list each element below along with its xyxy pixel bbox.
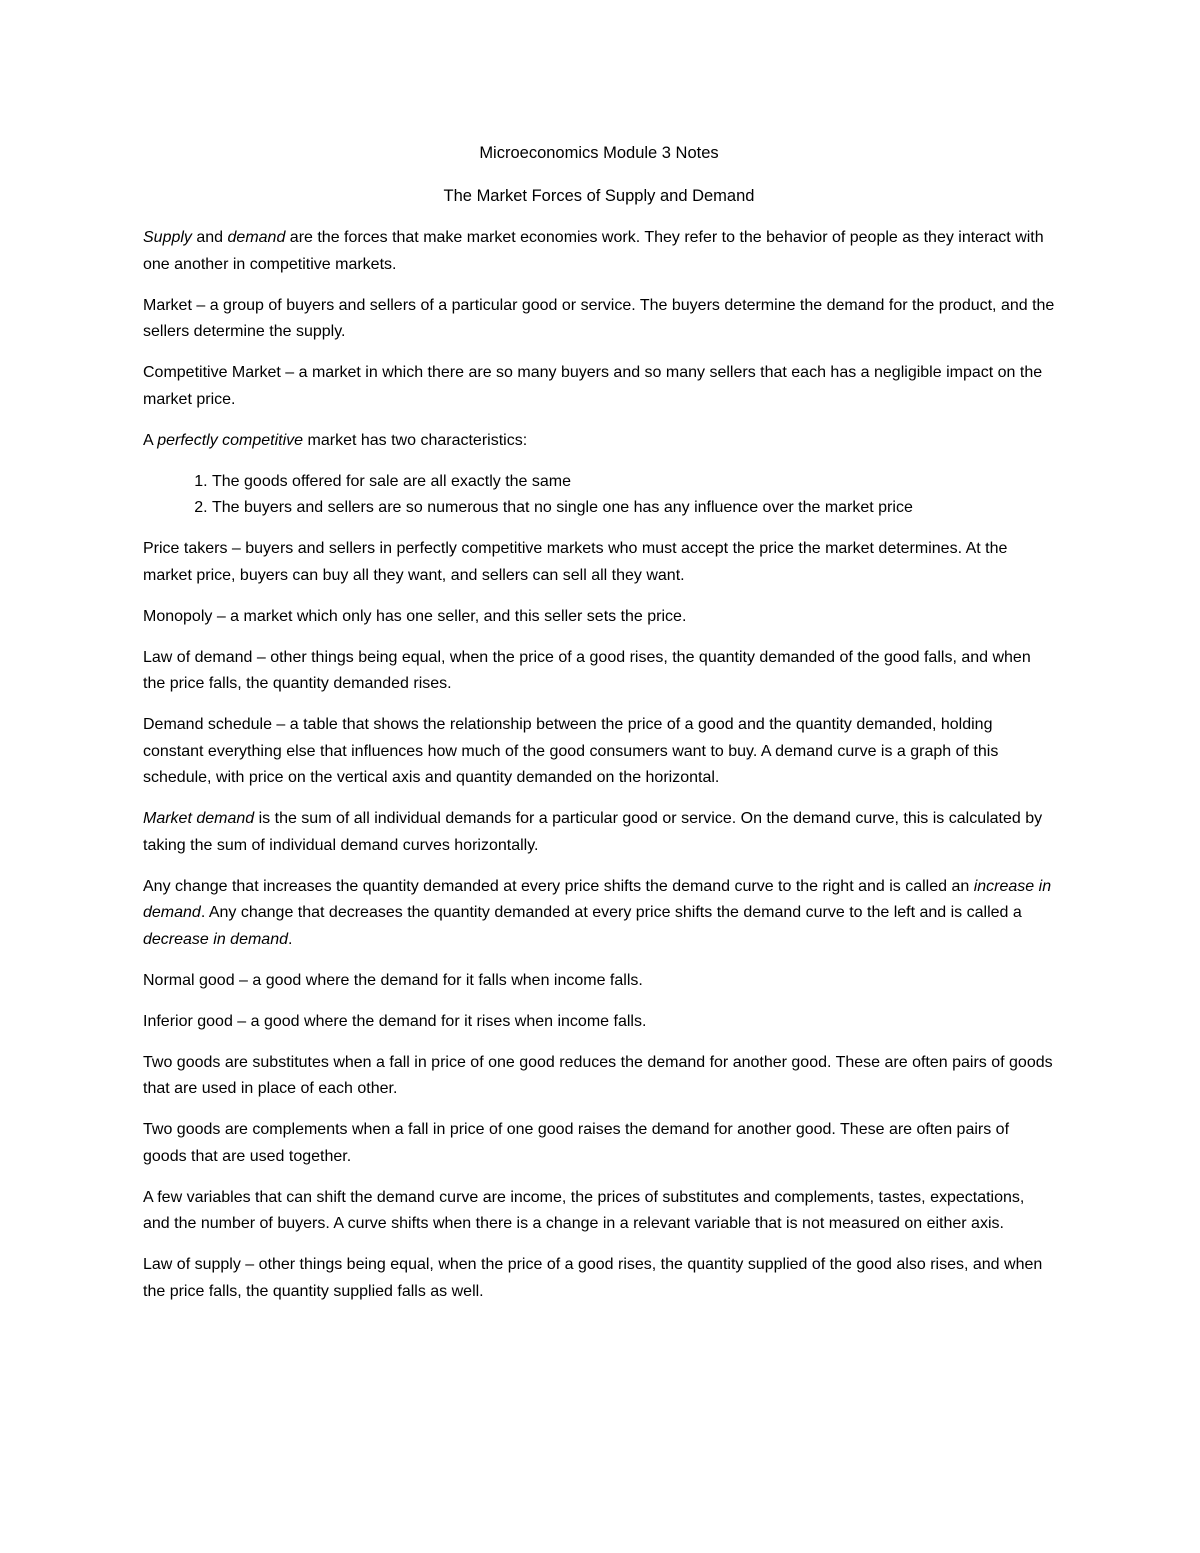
normal-good-definition: Normal good – a good where the demand for it falls when income falls. [143, 971, 643, 989]
price-takers-definition: Price takers – buyers and sellers in perfectly competitive markets who must accept the price the market determines. At the market price, buyers can buy all they want, and sellers can sell all they want. [143, 540, 1008, 584]
document-title: Microeconomics Module 3 Notes [479, 144, 719, 162]
term-decrease-in-demand: decrease in demand [143, 930, 288, 948]
market-demand-paragraph [143, 806, 1055, 859]
shift-part-1: Any change that increases the quantity demanded at every price shifts the demand curve to the right and is called an [143, 877, 974, 895]
substitutes-paragraph: Two goods are substitutes when a fall in price of one good reduces the demand for another good. These are often pairs of goods that are used in place of each other. [143, 1053, 1053, 1097]
term-market-demand: Market demand [143, 810, 255, 827]
characteristics-list [143, 469, 1055, 522]
law-of-demand-definition: Law of demand – other things being equal, when the price of a good rises, the quantity demanded of the good falls, and when the price falls, the quantity demanded rises. [143, 648, 1031, 692]
complements-paragraph: Two goods are complements when a fall in price of one good raises the demand for another good. These are often pairs of goods that are used together. [143, 1121, 1010, 1165]
document-page [143, 140, 1055, 1320]
inferior-good-definition: Inferior good – a good where the demand for it rises when income falls. [143, 1012, 647, 1030]
perfect-rest: market has two characteristics: [303, 431, 528, 449]
shift-part-3: . [287, 930, 293, 948]
intro-and: and [191, 229, 228, 246]
shift-variables-paragraph: A few variables that can shift the demand curve are income, the prices of substitutes and complements, tastes, expectations, and the number of buyers. A curve shifts when there is a change in a relevant variable that is not measured on either axis. [143, 1188, 1025, 1232]
list-item: 2. The buyers and sellers are so numerous that no single one has any influence over the market price [212, 495, 1055, 522]
monopoly-definition: Monopoly – a market which only has one seller, and this seller sets the price. [143, 607, 687, 625]
perfect-a: A [143, 431, 158, 449]
shift-part-2: . Any change that decreases the quantity demanded at every price shifts the demand curve to the left and is called a [200, 904, 1022, 921]
term-perfectly-competitive: perfectly competitive [157, 431, 304, 449]
list-item: 1. The goods offered for sale are all exactly the same [212, 469, 1055, 496]
term-demand: demand [227, 229, 286, 246]
intro-rest: are the forces that make market economies work. They refer to the behavior of people as they interact with one another in competitive markets. [143, 229, 1044, 273]
document-subtitle: The Market Forces of Supply and Demand [443, 186, 755, 205]
market-demand-rest: is the sum of all individual demands for a particular good or service. On the demand curve, this is calculated by taking the sum of individual demand curves horizontally. [143, 810, 1043, 854]
demand-schedule-definition: Demand schedule – a table that shows the relationship between the price of a good and the quantity demanded, holding constant everything else that influences how much of the good consumers want to buy. A demand curve is a graph of this schedule, with price on the vertical axis and quantity demanded on the horizontal. [143, 716, 999, 786]
term-increase-in-demand: increase in demand [143, 877, 1052, 921]
competitive-market-definition: Competitive Market – a market in which there are so many buyers and so many sellers that each has a negligible impact on the market price. [143, 364, 1043, 408]
market-definition: Market – a group of buyers and sellers of a particular good or service. The buyers determine the demand for the product, and the sellers determine the supply. [143, 296, 1055, 340]
term-supply: Supply [143, 229, 192, 246]
intro-paragraph [143, 225, 1055, 278]
law-of-supply-definition: Law of supply – other things being equal, when the price of a good rises, the quantity supplied of the good also rises, and when the price falls, the quantity supplied falls as well. [143, 1256, 1043, 1300]
perfect-competition-paragraph [143, 428, 1055, 455]
demand-shift-paragraph [143, 874, 1055, 954]
